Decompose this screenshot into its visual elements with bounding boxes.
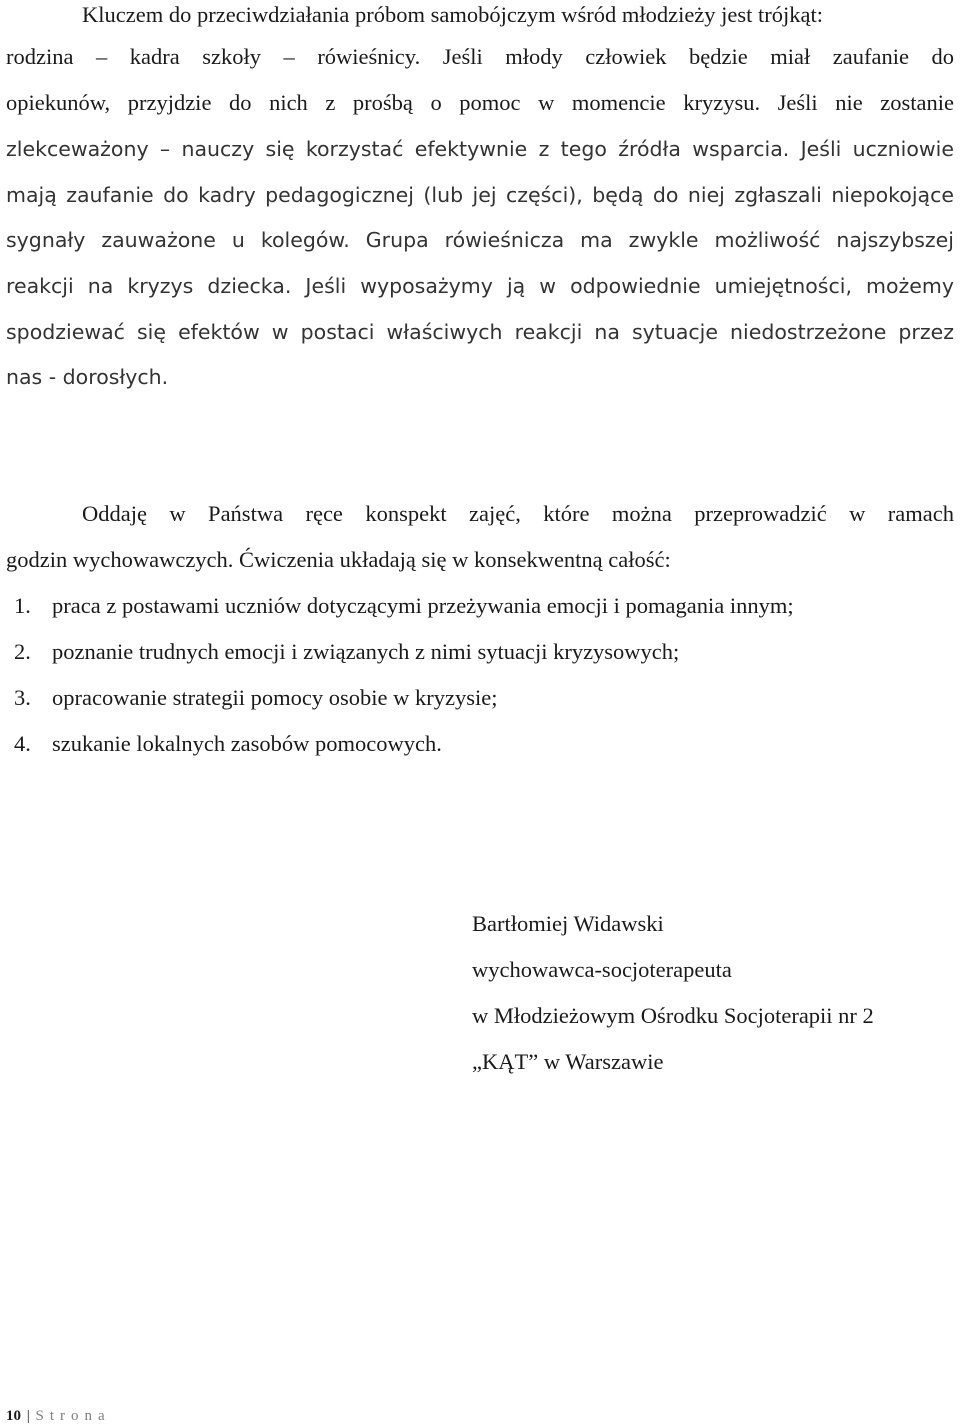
- paragraph-line: spodziewać się efektów w postaci właściwych reakcji na sytuacje niedostrzeżone przez: [6, 320, 954, 344]
- paragraph-line: sygnały zauważone u kolegów. Grupa rówieśnicza ma zwykle możliwość najszybszej: [6, 228, 954, 252]
- page-number: 10: [6, 1408, 21, 1424]
- list-item: [6, 637, 954, 667]
- paragraph-line: Kluczem do przeciwdziałania próbom samobójczym wśród młodzieży jest trójkąt:: [82, 2, 824, 27]
- author-location: „KĄT” w Warszawie: [472, 1049, 664, 1074]
- paragraph-line: Oddaję w Państwa ręce konspekt zajęć, które można przeprowadzić w ramach: [82, 501, 954, 526]
- list-item-number: 1.: [14, 593, 31, 618]
- list-item-number: 4.: [14, 731, 31, 756]
- list-item-text: szukanie lokalnych zasobów pomocowych.: [52, 731, 442, 756]
- list-item-text: opracowanie strategii pomocy osobie w kryzysie;: [52, 685, 498, 710]
- paragraph-line: rodzina – kadra szkoły – rówieśnicy. Jeśli młody człowiek będzie miał zaufanie do: [6, 44, 954, 69]
- list-item: [6, 683, 954, 713]
- list-item-number: 3.: [14, 685, 31, 710]
- author-role: wychowawca-socjoterapeuta: [472, 957, 732, 982]
- page-footer: [6, 1407, 111, 1425]
- list-item: [6, 729, 954, 759]
- author-name: Bartłomiej Widawski: [472, 911, 664, 936]
- list-item: [6, 591, 954, 621]
- author-institution: w Młodzieżowym Ośrodku Socjoterapii nr 2: [472, 1003, 874, 1028]
- paragraph-line: reakcji na kryzys dziecka. Jeśli wyposażymy ją w odpowiednie umiejętności, możemy: [6, 274, 954, 298]
- page-label: Strona: [35, 1408, 111, 1424]
- paragraph-line: zlekceważony – nauczy się korzystać efektywnie z tego źródła wsparcia. Jeśli uczniowie: [6, 137, 954, 161]
- paragraph-line: nas - dorosłych.: [6, 365, 169, 389]
- list-item-text: praca z postawami uczniów dotyczącymi przeżywania emocji i pomagania innym;: [52, 593, 794, 618]
- footer-separator: |: [26, 1408, 30, 1424]
- paragraph-line: godzin wychowawczych. Ćwiczenia układają się w konsekwentną całość:: [6, 547, 671, 572]
- paragraph-line: opiekunów, przyjdzie do nich z prośbą o pomoc w momencie kryzysu. Jeśli nie zostanie: [6, 90, 954, 115]
- list-item-text: poznanie trudnych emocji i związanych z nimi sytuacji kryzysowych;: [52, 639, 680, 664]
- paragraph-line: mają zaufanie do kadry pedagogicznej (lub jej części), będą do niej zgłaszali niepokojące: [6, 183, 954, 207]
- list-item-number: 2.: [14, 639, 31, 664]
